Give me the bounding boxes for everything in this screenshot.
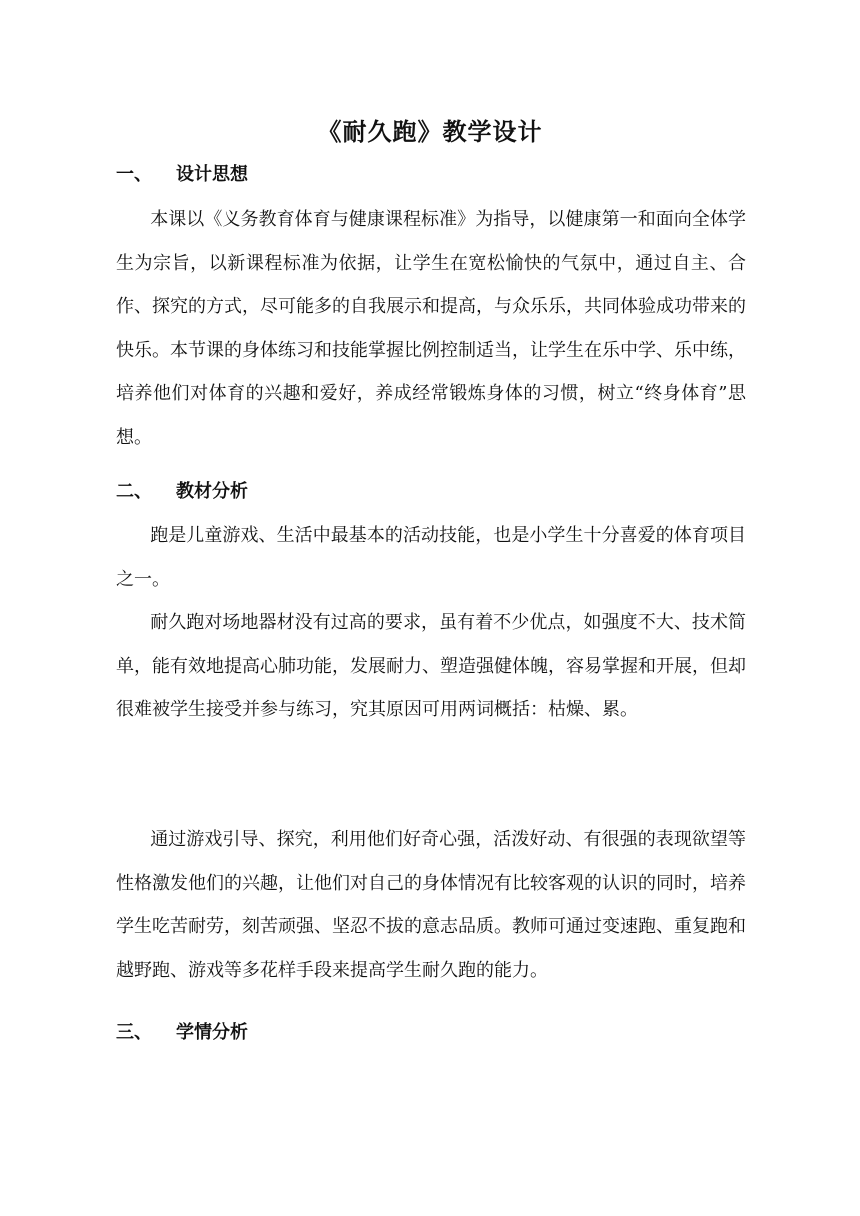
section-heading-material-analysis (116, 477, 248, 503)
section-title: 设计思想 (176, 164, 248, 185)
paragraph: 本课以《义务教育体育与健康课程标准》为指导，以健康第一和面向全体学生为宗旨，以新课程标准为依据，让学生在宽松愉快的气氛中，通过自主、合作、探究的方式，尽可能多的自我展示和提高，与众乐乐，共同体验成功带来的快乐。本节课的身体练习和技能掌握比例控制适当，让学生在乐中学、乐中练，培养他们对体育的兴趣和爱好，养成经常锻炼身体的习惯，树立“终身体育”思想。 (116, 209, 746, 448)
document-title: 《耐久跑》教学设计 (317, 117, 543, 146)
section-heading-learner-analysis (116, 1018, 248, 1044)
section-title: 学情分析 (176, 1022, 248, 1043)
section-number: 三、 (116, 1022, 152, 1043)
paragraph: 通过游戏引导、探究，利用他们好奇心强，活泼好动、有很强的表现欲望等性格激发他们的兴趣，让他们对自己的身体情况有比较客观的认识的同时，培养学生吃苦耐劳，刻苦顽强、坚忍不拔的意志品质。教师可通过变速跑、重复跑和越野跑、游戏等多花样手段来提高学生耐久跑的能力。 (116, 829, 746, 981)
section-number: 一、 (116, 164, 152, 185)
section-number: 二、 (116, 481, 152, 502)
section-heading-design-idea (116, 160, 248, 186)
paragraph: 耐久跑对场地器材没有过高的要求，虽有着不少优点，如强度不大、技术简单，能有效地提高心肺功能，发展耐力、塑造强健体魄，容易掌握和开展，但却很难被学生接受并参与练习，究其原因可用两词概括：枯燥、累。 (116, 612, 746, 720)
section-title: 教材分析 (176, 481, 248, 502)
paragraph: 跑是儿童游戏、生活中最基本的活动技能，也是小学生十分喜爱的体育项目之一。 (116, 525, 746, 590)
